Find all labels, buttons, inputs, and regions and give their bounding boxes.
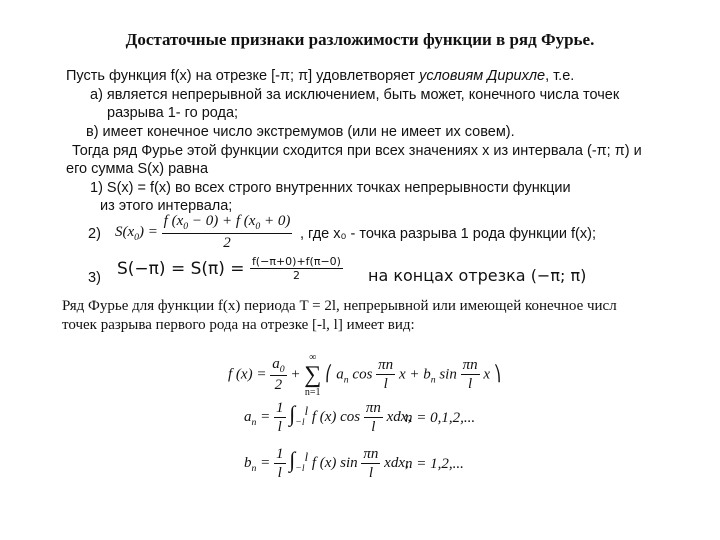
page-title: Достаточные признаки разложимости функции в ряд Фурье. (125, 30, 595, 49)
b-n-index: n = 1,2,... (405, 456, 464, 472)
b-n-formula: $b_n$ = $\frac{1}{l}$ $\int_{-l}^l$ f (x) sin $\frac{\pi n}{l}$ xdx, (244, 446, 409, 481)
fourier-series-formula: f (x) = $\frac{a_0}{2}$ + ∞ ∑ n=1 ⎛ $a_n$ cos $\frac{\pi n}{l}$ $x + b_n$ sin $\frac{\pi n}{l}$ x ⎞ (228, 352, 502, 398)
general-line1: Ряд Фурье для функции f(x) периода T = 2l, непрерывной или имеющей конечное числ (62, 298, 617, 314)
case2-label: 2) (88, 226, 101, 242)
then-line1: Тогда ряд Фурье этой функции сходится при всех значениях х из интервала (-π; π) и (72, 143, 642, 159)
case3-text: на концах отрезка (−π; π) (368, 266, 587, 285)
case1-line1: 1) S(x) = f(x) во всех строго внутренних точках непрерывности функции (90, 180, 571, 196)
intro-text-a: Пусть функция f(x) на отрезке [-π; π] удовлетворяет (66, 68, 420, 84)
then-line2: его сумма S(x) равна (66, 161, 209, 177)
dirichlet-conditions: условиям Дирихле (419, 68, 546, 84)
case2-formula: $S(x_0)$ = $\frac{f (x_0 - 0) + f (x_0 + 0)}{2}$ (115, 213, 291, 251)
general-line2: точек разрыва первого рода на отрезке [-l, l] имеет вид: (62, 317, 415, 333)
case1-line2: из этого интервала; (100, 198, 233, 214)
condition-a-line2: разрыва 1- го рода; (107, 105, 239, 121)
a-n-index: n = 0,1,2,... (405, 410, 476, 426)
case2-text: , где x₀ - точка разрыва 1 рода функции f(x); (300, 226, 596, 242)
intro-text-c: , т.е. (545, 68, 575, 84)
condition-a-line1: а) является непрерывной за исключением, быть может, конечного числа точек (90, 87, 620, 103)
case3-label: 3) (88, 270, 101, 286)
condition-b: в) имеет конечное число экстремумов (или не имеет их совем). (86, 124, 515, 140)
intro-line (66, 68, 574, 84)
case3-formula: S(−π) = S(π) = $\frac{f(-\pi+0)+f(\pi-0)}{2}$ (117, 255, 341, 283)
a-n-formula: $a_n$ = $\frac{1}{l}$ $\int_{-l}^l$ f (x) cos $\frac{\pi n}{l}$ xdx, (244, 400, 412, 435)
